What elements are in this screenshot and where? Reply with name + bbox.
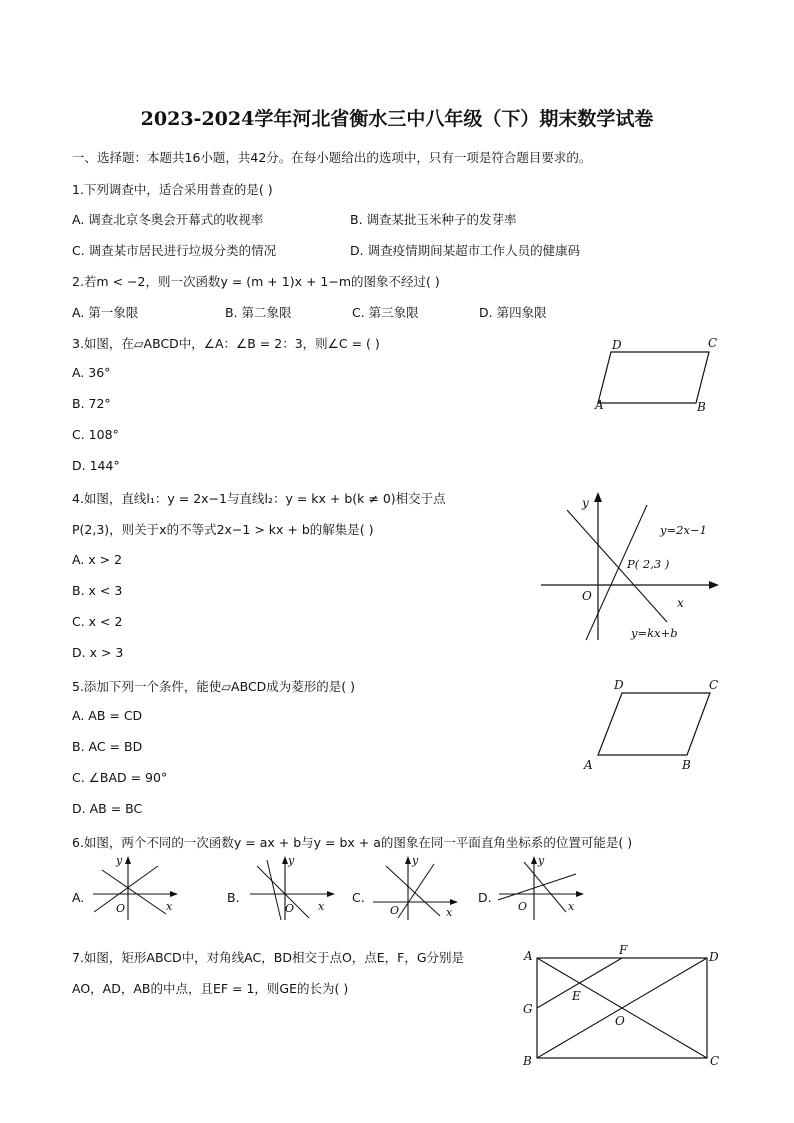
svg-text:O: O	[518, 900, 528, 913]
question-1-option-c: C. 调查某市居民进行垃圾分类的情况	[72, 243, 277, 258]
origin-label: O	[582, 589, 592, 603]
question-7-stem-line2: AO，AD，AB的中点，且EF = 1，则GE的长为( )	[72, 981, 349, 996]
y-axis-arrow-icon	[594, 492, 602, 502]
vertex-label-b: B	[523, 1054, 532, 1068]
line-l1-label: y=2x−1	[660, 523, 707, 537]
svg-text:y: y	[538, 854, 545, 867]
question-6-option-b: B.	[227, 890, 240, 905]
svg-text:x: x	[446, 906, 453, 919]
question-2-stem: 2.若m < −2，则一次函数y = (m + 1)x + 1−m的图象不经过( )	[72, 274, 440, 289]
question-5-option-a: A. AB = CD	[72, 708, 143, 723]
question-3-option-c: C. 108°	[72, 427, 119, 442]
question-4-option-d: D. x > 3	[72, 645, 124, 660]
vertex-label-c: C	[708, 336, 718, 350]
question-5-stem: 5.添加下列一个条件，能使▱ABCD成为菱形的是( )	[72, 679, 356, 694]
vertex-label-d: D	[709, 950, 719, 964]
rectangle-figure-q7	[515, 940, 725, 1075]
question-1-stem: 1.下列调查中，适合采用普查的是( )	[72, 182, 273, 197]
question-3-option-a: A. 36°	[72, 365, 111, 380]
vertex-label-a: A	[595, 398, 604, 412]
svg-text:x: x	[568, 900, 575, 913]
parallelogram-abcd	[598, 693, 710, 755]
question-6-option-a: A.	[72, 890, 85, 905]
page-title: 2023-2024学年河北省衡水三中八年级（下）期末数学试卷	[140, 108, 654, 130]
line-intersection-figure-q4	[535, 485, 725, 645]
vertex-label-d: D	[612, 338, 622, 352]
question-7-stem-line1: 7.如图，矩形ABCD中，对角线AC，BD相交于点O，点E，F，G分别是	[72, 950, 465, 965]
point-label-f: F	[619, 943, 628, 957]
svg-text:O: O	[116, 902, 126, 915]
parallelogram-figure-q3	[585, 330, 725, 420]
question-5-option-d: D. AB = BC	[72, 801, 143, 816]
point-label-o: O	[615, 1014, 625, 1028]
svg-text:O: O	[285, 902, 295, 915]
graph-option-c	[368, 852, 463, 922]
line-l2-label: y=kx+b	[631, 626, 678, 640]
svg-text:x: x	[318, 900, 325, 913]
svg-text:O: O	[390, 904, 400, 917]
question-3-option-b: B. 72°	[72, 396, 111, 411]
question-2-option-c: C. 第三象限	[352, 305, 419, 320]
question-2-option-d: D. 第四象限	[479, 305, 547, 320]
parallelogram-abcd	[598, 352, 709, 403]
x-axis-label: x	[677, 596, 684, 610]
vertex-label-a: A	[584, 758, 593, 772]
question-6-option-d: D.	[478, 890, 492, 905]
vertex-label-d: D	[614, 678, 624, 692]
question-5-option-c: C. ∠BAD = 90°	[72, 770, 168, 785]
line-l1	[586, 505, 647, 640]
question-4-option-b: B. x < 3	[72, 583, 123, 598]
section-heading: 一、选择题：本题共16小题，共42分。在每小题给出的选项中，只有一项是符合题目要求的。	[72, 150, 592, 165]
question-1-option-d: D. 调查疫情期间某超市工作人员的健康码	[350, 243, 581, 258]
vertex-label-b: B	[682, 758, 691, 772]
svg-text:y: y	[412, 854, 419, 867]
question-1-option-b: B. 调查某批玉米种子的发芽率	[350, 212, 517, 227]
graph-option-b	[245, 852, 340, 922]
question-6-stem: 6.如图，两个不同的一次函数y = ax + b与y = bx + a的图象在同一平面直角坐标系的位置可能是( )	[72, 835, 633, 850]
question-6-option-c: C.	[352, 890, 365, 905]
question-4-stem-line1: 4.如图，直线l₁：y = 2x−1与直线l₂：y = kx + b(k ≠ 0)相交于点	[72, 491, 446, 506]
vertex-label-b: B	[697, 400, 706, 414]
question-2-option-b: B. 第二象限	[225, 305, 292, 320]
svg-text:x: x	[166, 900, 173, 913]
vertex-label-c: C	[709, 678, 719, 692]
graph-option-d	[494, 852, 589, 922]
point-label-g: G	[523, 1002, 533, 1016]
question-4-option-a: A. x > 2	[72, 552, 123, 567]
point-p-label: P( 2,3 )	[627, 557, 670, 571]
svg-text:y: y	[116, 854, 123, 867]
question-4-option-c: C. x < 2	[72, 614, 123, 629]
question-3-option-d: D. 144°	[72, 458, 120, 473]
question-1-option-a: A. 调查北京冬奥会开幕式的收视率	[72, 212, 264, 227]
vertex-label-a: A	[524, 949, 533, 963]
question-3-stem: 3.如图，在▱ABCD中，∠A：∠B = 2：3，则∠C = ( )	[72, 336, 380, 351]
parallelogram-figure-q5	[580, 675, 725, 775]
question-4-stem-line2: P(2,3)，则关于x的不等式2x−1 > kx + b的解集是( )	[72, 522, 374, 537]
point-label-e: E	[572, 989, 581, 1003]
x-axis-arrow-icon	[709, 581, 719, 589]
question-2-option-a: A. 第一象限	[72, 305, 139, 320]
vertex-label-c: C	[710, 1054, 720, 1068]
svg-text:y: y	[288, 854, 295, 867]
graph-option-a	[88, 852, 183, 922]
question-5-option-b: B. AC = BD	[72, 739, 143, 754]
y-axis-label: y	[582, 496, 589, 510]
